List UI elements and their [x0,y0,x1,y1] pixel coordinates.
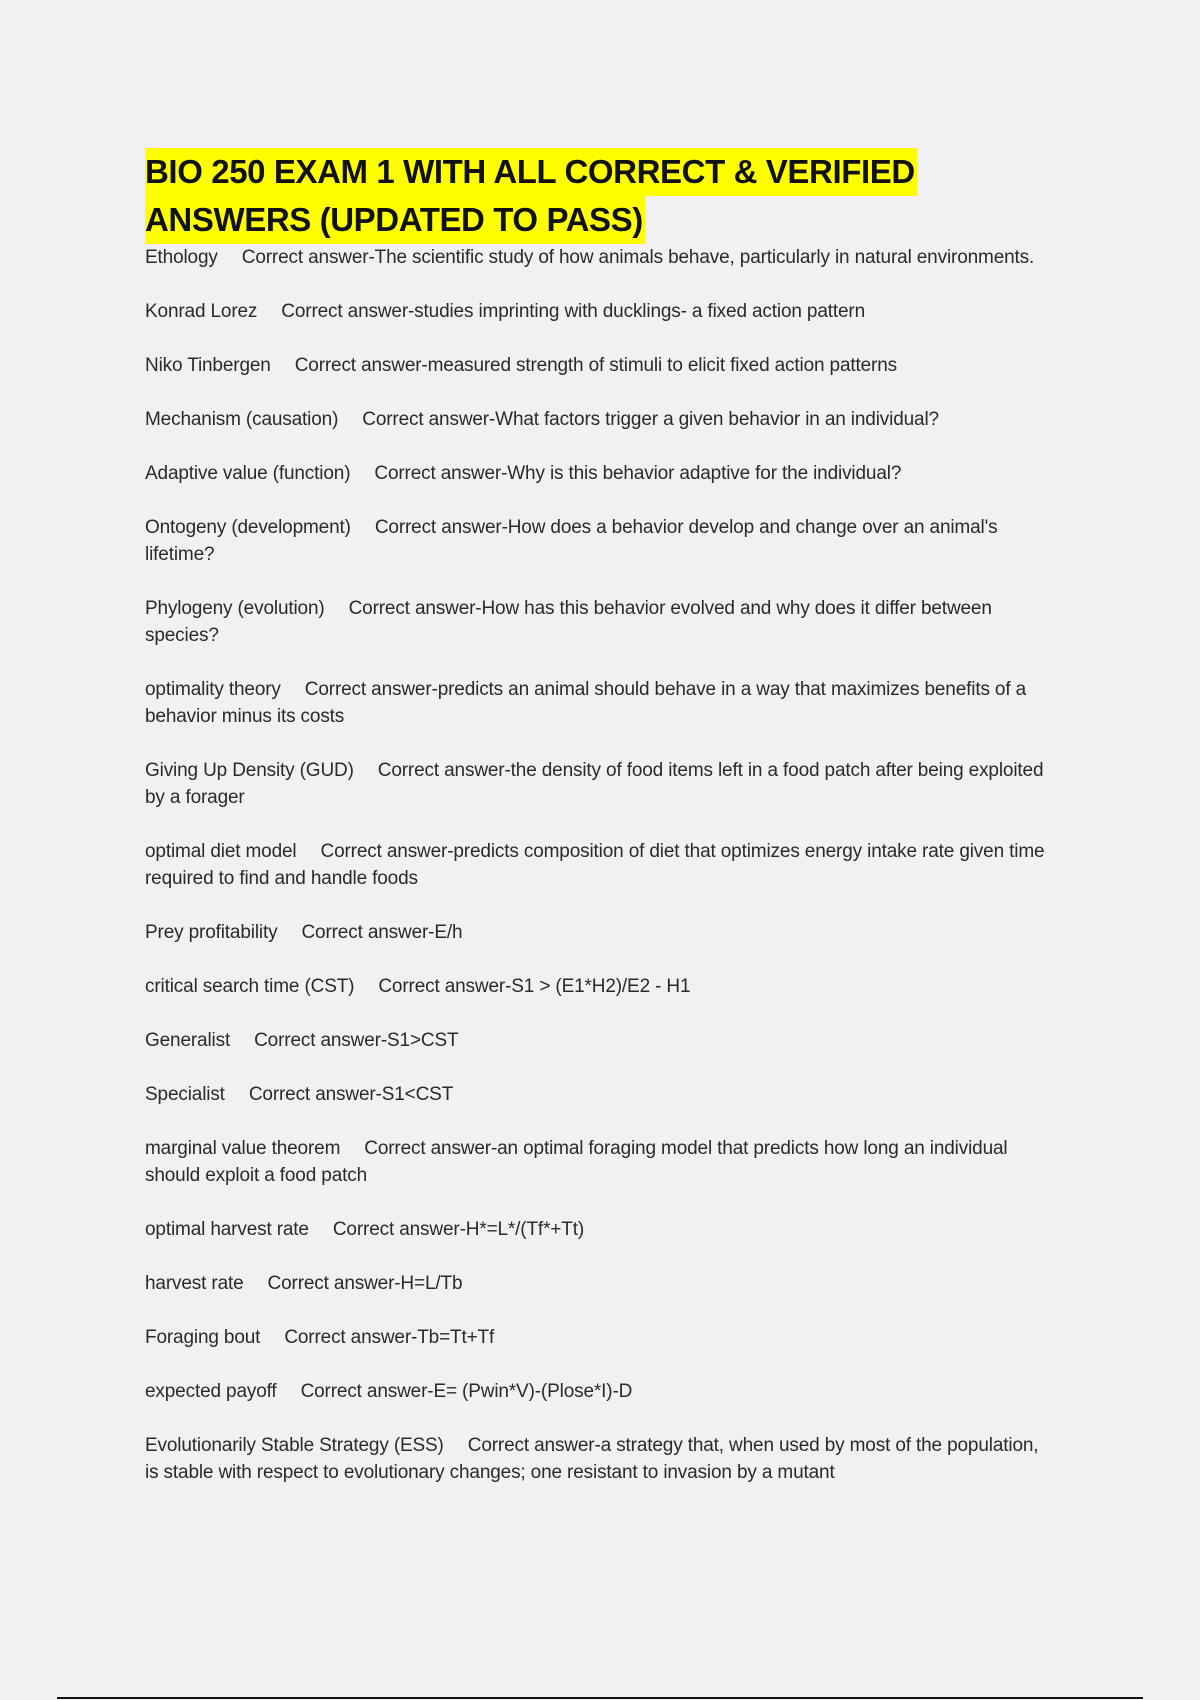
qa-term: Konrad Lorez [145,301,258,322]
qa-term: optimality theory [145,679,281,700]
qa-answer: Correct answer-E= (Pwin*V)-(Plose*I)-D [300,1381,633,1402]
qa-term: Ontogeny (development) [145,517,351,538]
qa-term: optimal diet model [145,841,297,862]
title-line-1: BIO 250 EXAM 1 WITH ALL CORRECT & VERIFIED [145,148,917,196]
qa-item [145,1027,1045,1054]
qa-item [145,352,1045,379]
qa-item [145,838,1045,892]
qa-answer: Correct answer-predicts composition of diet that optimizes energy intake rate given time required to find and handle foods [145,841,1045,889]
qa-term: Phylogeny (evolution) [145,598,325,619]
qa-item [145,1324,1045,1351]
qa-term: Prey profitability [145,922,278,943]
qa-item [145,1432,1045,1486]
qa-item [145,514,1045,568]
qa-term: Ethology [145,247,218,268]
qa-answer: Correct answer-Tb=Tt+Tf [284,1327,495,1348]
qa-answer: Correct answer-the density of food items left in a food patch after being exploited by a forager [145,760,1044,808]
qa-answer: Correct answer-What factors trigger a given behavior in an individual? [362,409,939,430]
qa-answer: Correct answer-How has this behavior evolved and why does it differ between species? [145,598,992,646]
qa-item [145,1081,1045,1108]
qa-item [145,676,1045,730]
qa-term: Evolutionarily Stable Strategy (ESS) [145,1435,444,1456]
qa-item [145,757,1045,811]
qa-term: critical search time (CST) [145,976,355,997]
qa-answer: Correct answer-predicts an animal should behave in a way that maximizes benefits of a behavior minus its costs [145,679,1027,727]
qa-term: marginal value theorem [145,1138,341,1159]
qa-term: optimal harvest rate [145,1219,309,1240]
qa-answer: Correct answer-S1 > (E1*H2)/E2 - H1 [378,976,691,997]
qa-answer: Correct answer-H*=L*/(Tf*+Tt) [332,1219,585,1240]
qa-term: Foraging bout [145,1327,261,1348]
qa-answer: Correct answer-studies imprinting with ducklings- a fixed action pattern [281,301,866,322]
page-bottom-rule [57,1697,1143,1699]
qa-item [145,595,1045,649]
qa-term: harvest rate [145,1273,244,1294]
qa-answer: Correct answer-The scientific study of how animals behave, particularly in natural environments. [241,247,1035,268]
qa-answer: Correct answer-S1>CST [254,1030,459,1051]
qa-term: Niko Tinbergen [145,355,271,376]
qa-item [145,460,1045,487]
qa-item [145,1216,1045,1243]
qa-answer: Correct answer-a strategy that, when used by most of the population, is stable with respect to evolutionary changes; one resistant to invasion by a mutant [145,1435,1039,1483]
qa-item [145,298,1045,325]
qa-answer: Correct answer-S1<CST [248,1084,454,1105]
qa-item [145,406,1045,433]
qa-term: Specialist [145,1084,225,1105]
qa-answer: Correct answer-measured strength of stimuli to elicit fixed action patterns [294,355,897,376]
qa-answer: Correct answer-How does a behavior develop and change over an animal's lifetime? [145,517,998,565]
qa-answer: Correct answer-Why is this behavior adaptive for the individual? [374,463,902,484]
qa-item [145,973,1045,1000]
qa-item [145,919,1045,946]
qa-term: Adaptive value (function) [145,463,351,484]
qa-answer: Correct answer-H=L/Tb [267,1273,463,1294]
qa-item [145,1378,1045,1405]
qa-term: Generalist [145,1030,231,1051]
qa-list [145,244,1045,1513]
qa-answer: Correct answer-an optimal foraging model that predicts how long an individual should exploit a food patch [145,1138,1008,1186]
qa-item [145,1135,1045,1189]
qa-item [145,1270,1045,1297]
qa-term: expected payoff [145,1381,277,1402]
title-line-2: ANSWERS (UPDATED TO PASS) [145,196,645,244]
qa-term: Giving Up Density (GUD) [145,760,354,781]
document-title [145,148,1045,244]
qa-item [145,244,1045,271]
qa-term: Mechanism (causation) [145,409,339,430]
qa-answer: Correct answer-E/h [301,922,463,943]
